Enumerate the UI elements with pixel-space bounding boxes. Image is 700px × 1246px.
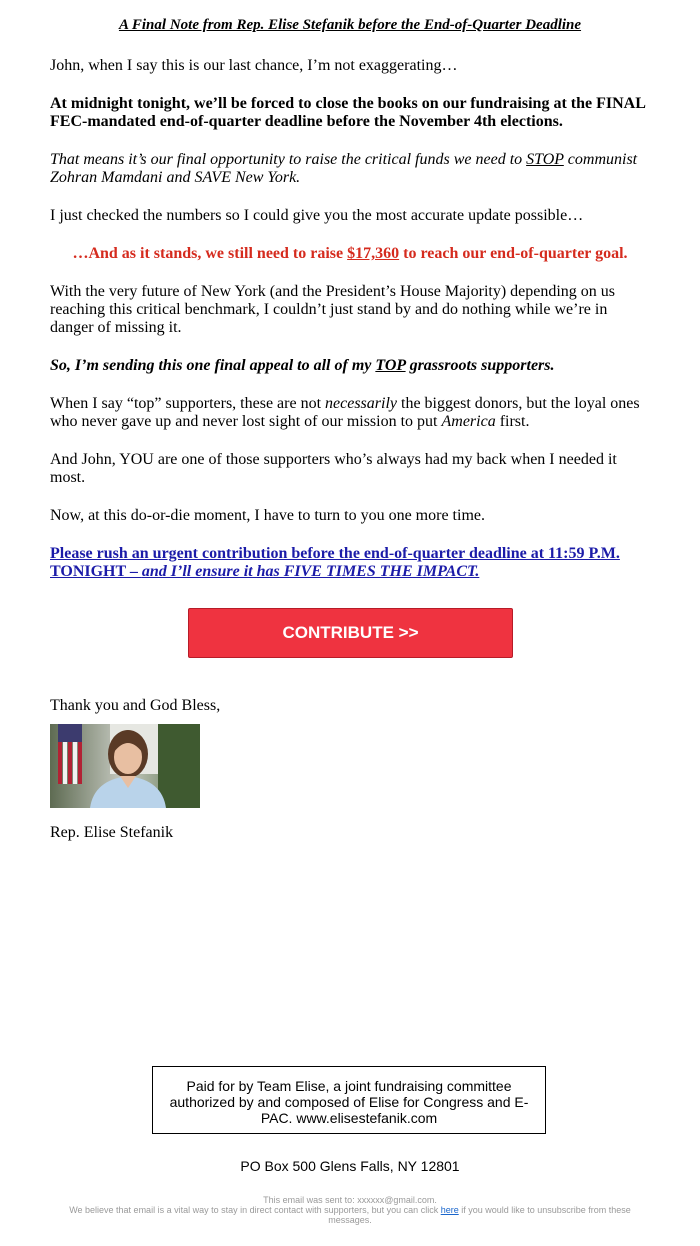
top-emphasis: TOP <box>375 357 406 374</box>
text-segment: first. <box>495 413 530 430</box>
necessarily-emphasis: necessarily <box>325 395 397 412</box>
paragraph-you: And John, YOU are one of those supporters who’s always had my back when I needed it most. <box>50 451 617 486</box>
paid-for-disclaimer: Paid for by Team Elise, a joint fundraising committee authorized by and composed of Elise for Congress and E-PAC. www.elisestefanik.com <box>152 1066 546 1134</box>
contribute-button[interactable]: CONTRIBUTE >> <box>188 608 513 658</box>
contribution-link-text[interactable]: Please rush an urgent contribution before the end-of-quarter deadline at 11:59 P.M. TONIGHT – <box>50 545 620 580</box>
text-segment: That means it’s our final opportunity to raise the critical funds we need to <box>50 151 527 168</box>
text-segment: the biggest donors, but the loyal ones who never gave up and never lost sight of our mission to put <box>50 395 640 430</box>
goal-amount: $17,360 <box>347 245 400 262</box>
contribute-button-wrapper <box>188 608 513 658</box>
text-segment: if you would like to unsubscribe from these messages. <box>328 1205 631 1225</box>
portrait-image <box>50 724 200 808</box>
unsubscribe-line <box>50 1205 650 1225</box>
paragraph-appeal <box>50 357 650 375</box>
contribution-link-impact[interactable]: and I’ll ensure it has FIVE TIMES THE IMPACT. <box>141 563 480 580</box>
paragraph-top-supporters <box>50 395 650 431</box>
signoff: Thank you and God Bless, <box>50 697 221 714</box>
text-segment: to reach our end-of-quarter goal. <box>399 245 628 262</box>
text-segment: …And as it stands, we still need to raise <box>72 245 348 262</box>
unsubscribe-link[interactable]: here <box>440 1205 459 1215</box>
mailing-address: PO Box 500 Glens Falls, NY 12801 <box>240 1158 460 1174</box>
paragraph-opportunity <box>50 151 650 187</box>
paragraph-intro: John, when I say this is our last chance, I’m not exaggerating… <box>50 57 458 74</box>
america-emphasis: America <box>441 413 496 430</box>
sent-to-line: This email was sent to: xxxxxx@gmail.com. <box>263 1195 437 1205</box>
paragraph-goal-amount <box>50 245 650 263</box>
candidate-photo <box>50 724 200 808</box>
text-segment: When I say “top” supporters, these are not <box>50 395 326 412</box>
text-segment: grassroots supporters. <box>405 357 555 374</box>
stop-emphasis: STOP <box>526 151 564 168</box>
paragraph-numbers: I just checked the numbers so I could give you the most accurate update possible… <box>50 207 584 224</box>
text-segment: So, I’m sending this one final appeal to all of my <box>50 357 376 374</box>
text-segment: communist Zohran Mamdani and SAVE New York. <box>50 151 638 186</box>
email-footer <box>50 1195 650 1225</box>
paragraph-deadline: At midnight tonight, we’ll be forced to close the books on our fundraising at the FINAL FEC-mandated end-of-quarter deadline before the November 4th elections. <box>50 95 645 130</box>
contribution-link[interactable] <box>50 545 650 581</box>
email-title: A Final Note from Rep. Elise Stefanik before the End-of-Quarter Deadline <box>118 17 582 33</box>
signature: Rep. Elise Stefanik <box>50 824 174 841</box>
paragraph-do-or-die: Now, at this do-or-die moment, I have to turn to you one more time. <box>50 507 485 524</box>
text-segment: We believe that email is a vital way to stay in direct contact with supporters, but you can click <box>69 1205 441 1215</box>
paragraph-benchmark: With the very future of New York (and the President’s House Majority) depending on us reaching this critical benchmark, I couldn’t just stand by and do nothing while we’re in danger of missing it. <box>50 283 616 336</box>
